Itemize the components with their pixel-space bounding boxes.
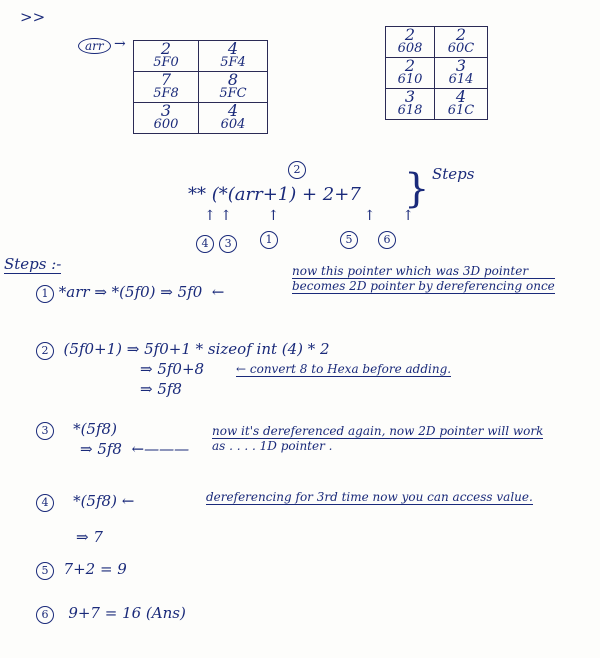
label-circle: 5 [340, 231, 358, 249]
step-3-line: ⇒ 5f8 ←——— [80, 440, 190, 458]
step-1-note: now this pointer which was 3D pointer becomes 2D pointer by dereferencing once [292, 264, 555, 293]
label-circle: 2 [288, 161, 306, 179]
steps-side-label: Steps [432, 165, 475, 183]
step-3: 3 *(5f8) [36, 420, 117, 440]
step-5: 5 7+2 = 9 [36, 560, 127, 580]
step-2-note: ← convert 8 to Hexa before adding. [236, 362, 452, 376]
arrows: ↑ ↑ ↑ ↑ ↑ [204, 208, 414, 224]
step-4-line: ⇒ 7 [76, 528, 103, 546]
step-3-note: now it's dereferenced again, now 2D pointer will work as . . . . 1D pointer . [212, 424, 544, 453]
step-2: 2 (5f0+1) ⇒ 5f0+1 * sizeof int (4) * 2 [36, 340, 330, 360]
label-circle: 3 [219, 235, 237, 253]
arrow-icon: → [114, 36, 126, 52]
steps-heading: Steps :- [4, 255, 62, 273]
label-circle: 1 [260, 231, 278, 249]
left-memory-table: 2 5F0 4 5F4 7 5F8 8 5FC 3 600 4 604 [133, 40, 268, 134]
label-circle: 4 [196, 235, 214, 253]
expression: ** (*(arr+1) + 2+7 [188, 184, 361, 205]
prompt-mark: >> [20, 8, 46, 26]
step-2-line: ⇒ 5f0+8 [140, 360, 205, 378]
step-6: 6 9+7 = 16 (Ans) [36, 604, 186, 624]
right-memory-table: 2 608 2 60C 2 610 3 614 3 618 4 61C [385, 26, 488, 120]
step-4: 4 *(5f8) ← [36, 492, 134, 512]
brace: } [404, 166, 430, 212]
arr-label: arr [78, 38, 111, 54]
step-1: 1 *arr ⇒ *(5f0) ⇒ 5f0 ← [36, 283, 224, 303]
label-circle: 6 [378, 231, 396, 249]
step-4-note: dereferencing for 3rd time now you can access value. [206, 490, 533, 504]
step-2-line: ⇒ 5f8 [140, 380, 182, 398]
